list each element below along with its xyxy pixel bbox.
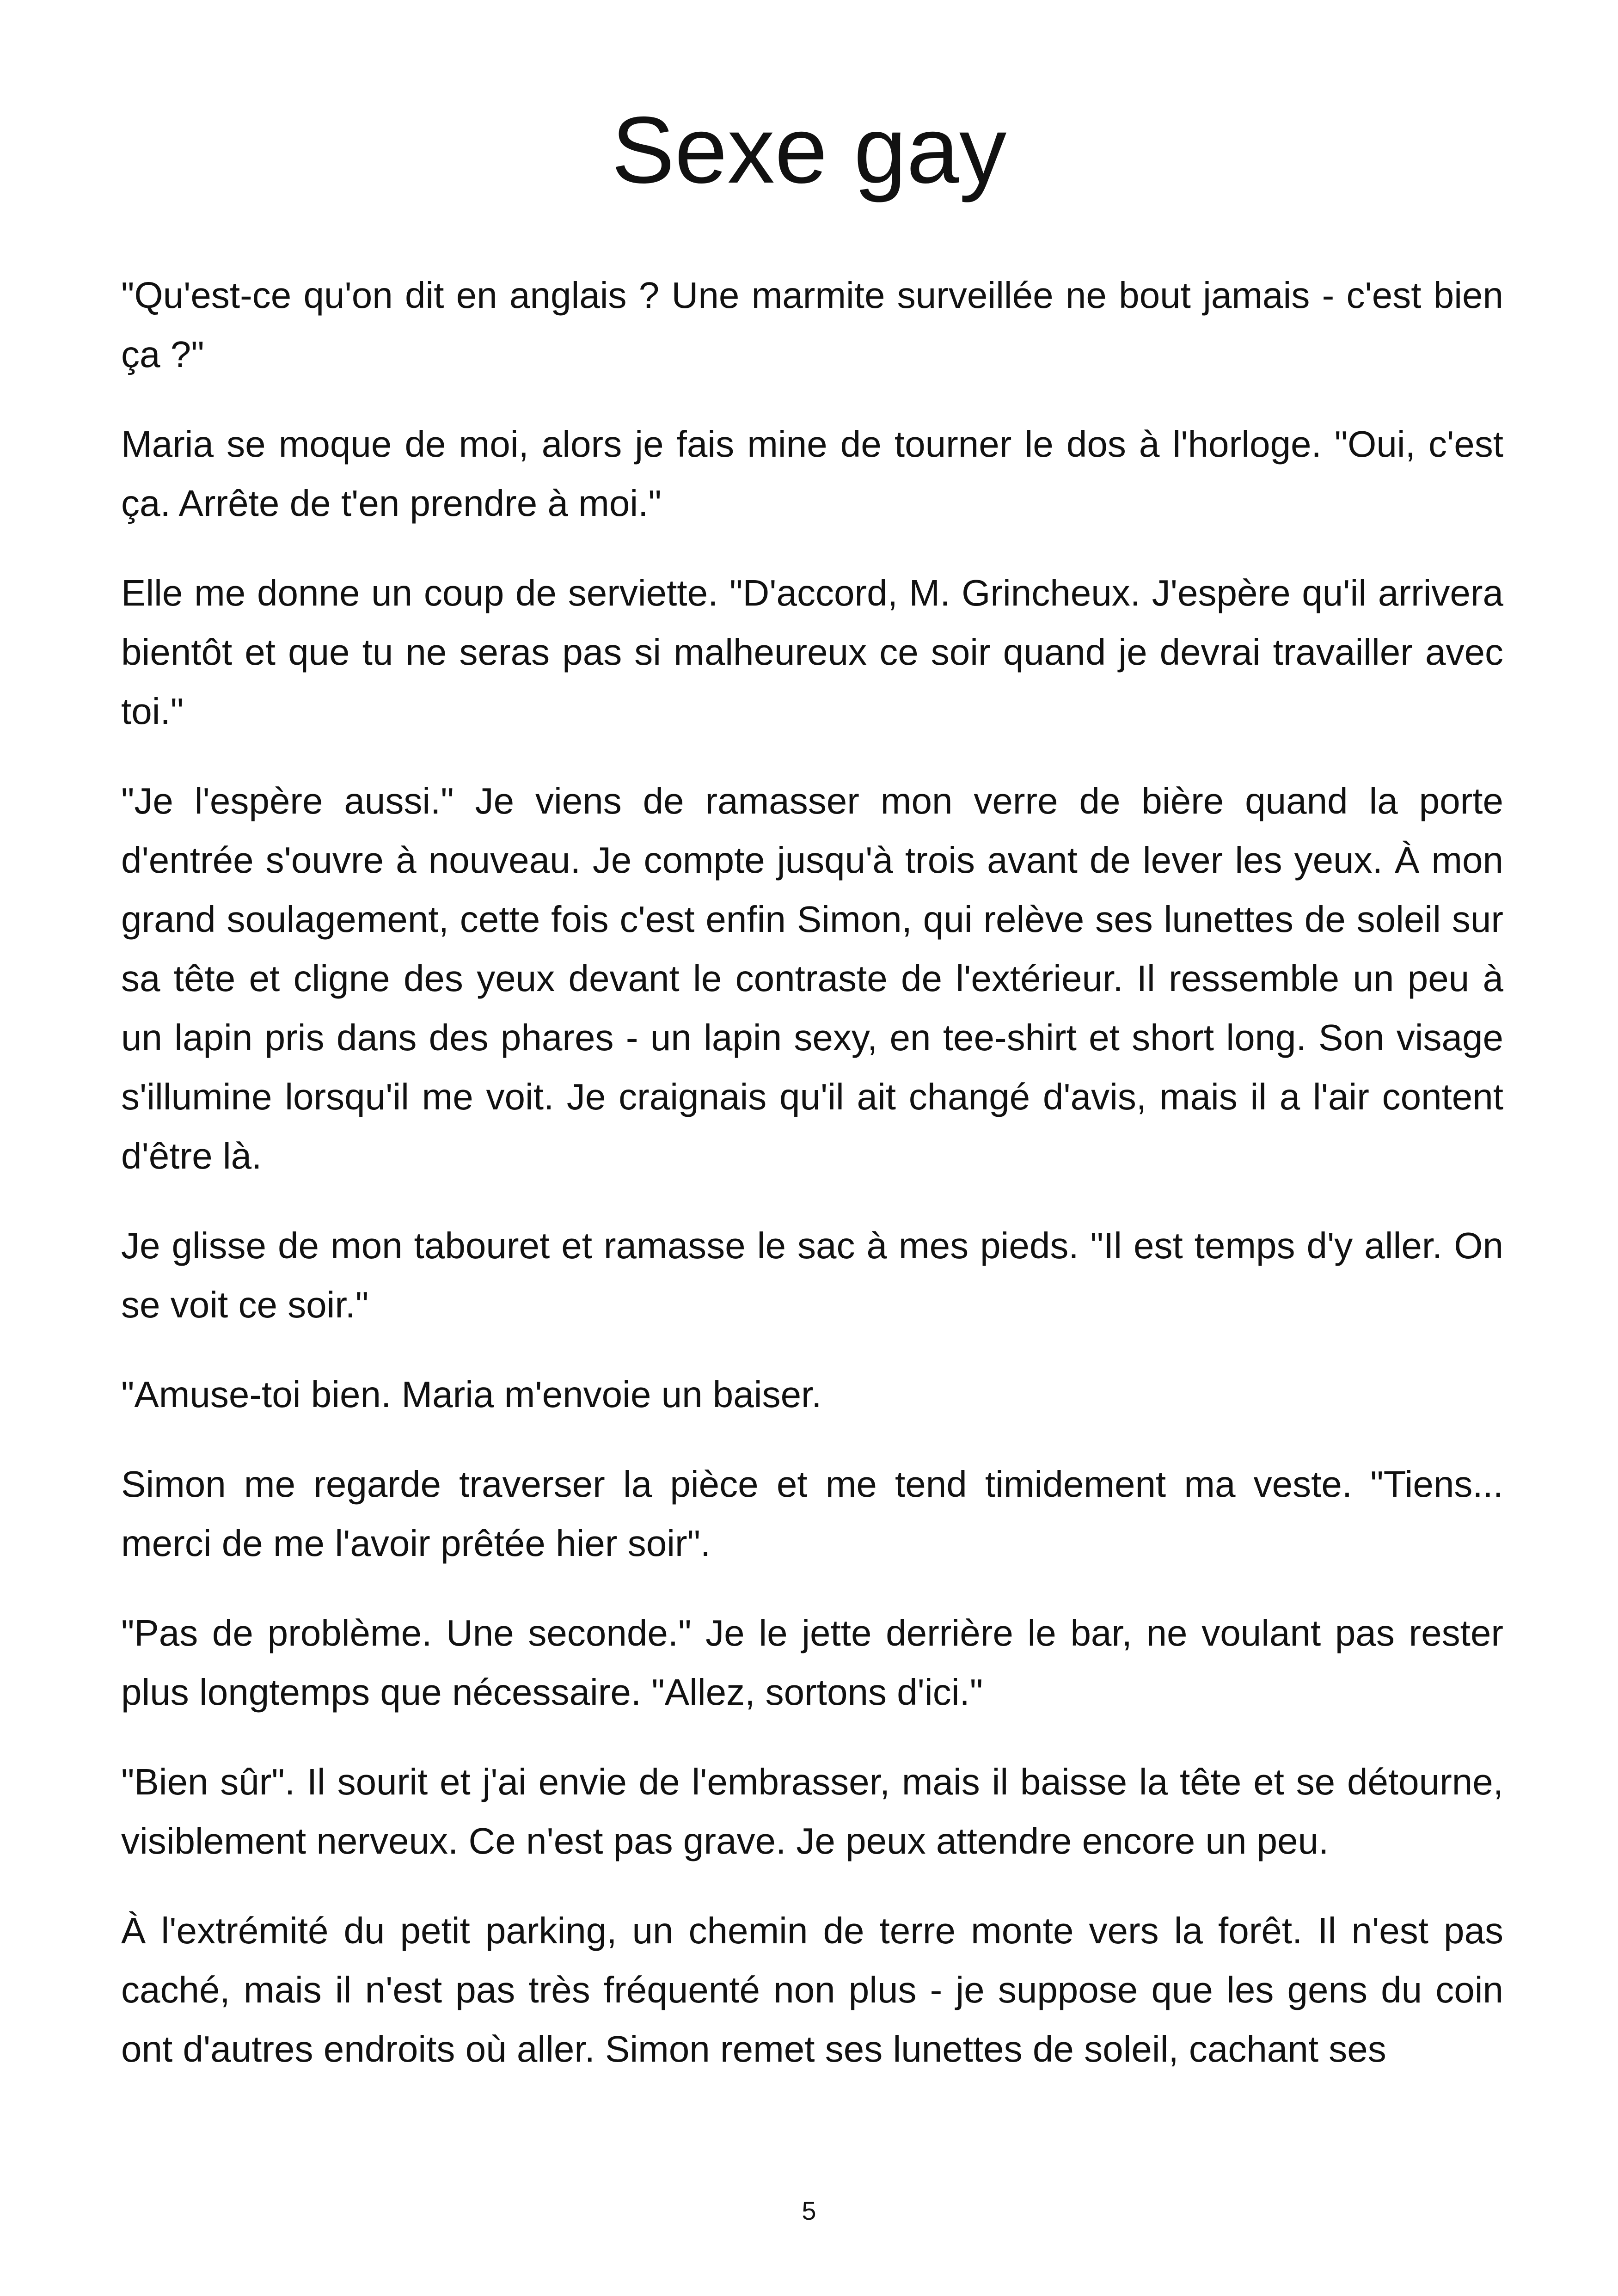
paragraph-3: Elle me donne un coup de serviette. "D'accord, M. Grincheux. J'espère qu'il arrivera bientôt et que tu ne seras pas si malheureux ce soir quand je devrai travailler avec toi." [121, 572, 1503, 732]
page-number: 5 [802, 2196, 816, 2225]
paragraph-8: "Pas de problème. Une seconde." Je le jette derrière le bar, ne voulant pas rester plus longtemps que nécessaire. "Allez, sortons d'ici." [121, 1612, 1503, 1713]
body-text [121, 266, 1503, 2109]
paragraph-7: Simon me regarde traverser la pièce et me tend timidement ma veste. "Tiens... merci de me l'avoir prêtée hier soir". [121, 1463, 1503, 1564]
paragraph-2: Maria se moque de moi, alors je fais mine de tourner le dos à l'horloge. "Oui, c'est ça. Arrête de t'en prendre à moi." [121, 423, 1503, 524]
paragraph-9: "Bien sûr". Il sourit et j'ai envie de l'embrasser, mais il baisse la tête et se détourne, visiblement nerveux. Ce n'est pas grave. Je peux attendre encore un peu. [121, 1761, 1503, 1861]
paragraph-4: "Je l'espère aussi." Je viens de ramasser mon verre de bière quand la porte d'entrée s'ouvre à nouveau. Je compte jusqu'à trois avant de lever les yeux. À mon grand soulagement, cette fois c'est enfin Simon, qui relève ses lunettes de soleil sur sa tête et cligne des yeux devant le contraste de l'extérieur. Il ressemble un peu à un lapin pris dans des phares - un lapin sexy, en tee-shirt et short long. Son visage s'illumine lorsqu'il me voit. Je craignais qu'il ait changé d'avis, mais il a l'air content d'être là. [121, 780, 1503, 1176]
paragraph-1: "Qu'est-ce qu'on dit en anglais ? Une marmite surveillée ne bout jamais - c'est bien ça ?" [121, 275, 1503, 375]
page-title: Sexe gay [611, 97, 1007, 203]
paragraph-6: "Amuse-toi bien. Maria m'envoie un baiser. [121, 1374, 822, 1415]
paragraph-5: Je glisse de mon tabouret et ramasse le sac à mes pieds. "Il est temps d'y aller. On se voit ce soir." [121, 1225, 1503, 1325]
paragraph-10: À l'extrémité du petit parking, un chemin de terre monte vers la forêt. Il n'est pas caché, mais il n'est pas très fréquenté non plus - je suppose que les gens du coin ont d'autres endroits où aller. Simon remet ses lunettes de soleil, cachant ses [121, 1910, 1503, 2069]
